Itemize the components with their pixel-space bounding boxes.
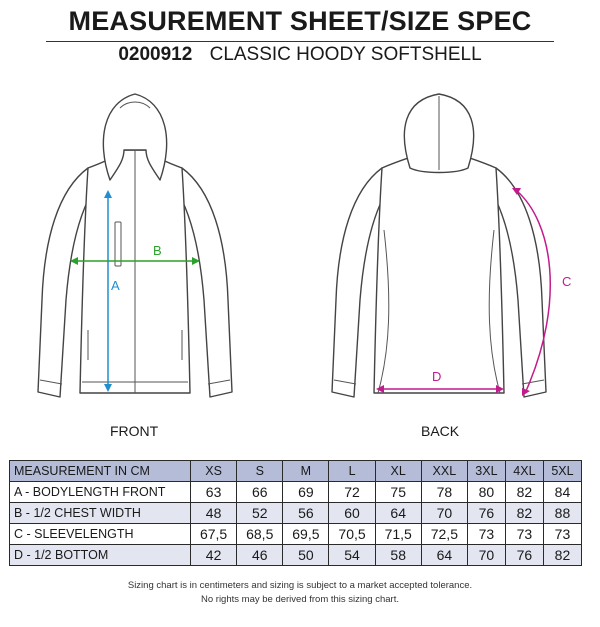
front-view-label: FRONT: [110, 423, 159, 439]
size-header: XS: [191, 461, 237, 482]
table-cell: 68,5: [237, 524, 283, 545]
row-label: A - BODYLENGTH FRONT: [10, 482, 191, 503]
row-label: B - 1/2 CHEST WIDTH: [10, 503, 191, 524]
size-header: S: [237, 461, 283, 482]
marker-c: C: [562, 274, 572, 289]
table-cell: 78: [421, 482, 467, 503]
marker-b: B: [153, 243, 162, 258]
table-cell: 73: [543, 524, 581, 545]
table-row: [10, 503, 582, 524]
table-cell: 76: [467, 503, 505, 524]
article-number: 0200912: [118, 44, 193, 65]
table-cell: 67,5: [191, 524, 237, 545]
table-row: [10, 524, 582, 545]
table-cell: 64: [421, 545, 467, 566]
disclaimer: [0, 579, 600, 607]
table-cell: 82: [505, 482, 543, 503]
table-row: [10, 545, 582, 566]
table-cell: 70: [421, 503, 467, 524]
marker-d: D: [432, 369, 442, 384]
size-header: XL: [375, 461, 421, 482]
row-label: C - SLEEVELENGTH: [10, 524, 191, 545]
size-spec-table: [9, 460, 582, 566]
disclaimer-line: Sizing chart is in centimeters and sizing is subject to a market accepted tolerance.: [127, 580, 473, 591]
table-cell: 73: [505, 524, 543, 545]
table-cell: 75: [375, 482, 421, 503]
table-cell: 82: [505, 503, 543, 524]
row-label: D - 1/2 BOTTOM: [10, 545, 191, 566]
table-cell: 56: [283, 503, 329, 524]
sheet-title: MEASUREMENT SHEET/SIZE SPEC: [68, 6, 532, 36]
table-cell: 63: [191, 482, 237, 503]
title-divider: [46, 41, 554, 42]
table-cell: 73: [467, 524, 505, 545]
size-header: 5XL: [543, 461, 581, 482]
table-cell: 52: [237, 503, 283, 524]
table-cell: 50: [283, 545, 329, 566]
size-header: XXL: [421, 461, 467, 482]
table-row: [10, 482, 582, 503]
size-header: 3XL: [467, 461, 505, 482]
table-cell: 88: [543, 503, 581, 524]
table-cell: 58: [375, 545, 421, 566]
size-header: L: [329, 461, 375, 482]
table-cell: 66: [237, 482, 283, 503]
measurement-header: MEASUREMENT IN CM: [10, 461, 191, 482]
table-cell: 82: [543, 545, 581, 566]
table-cell: 84: [543, 482, 581, 503]
table-cell: 69,5: [283, 524, 329, 545]
table-cell: 70: [467, 545, 505, 566]
size-header-row: [10, 461, 582, 482]
disclaimer-line: No rights may be derived from this sizing chart.: [201, 594, 399, 605]
back-view-label: BACK: [421, 423, 460, 439]
table-cell: 60: [329, 503, 375, 524]
table-cell: 69: [283, 482, 329, 503]
table-cell: 64: [375, 503, 421, 524]
table-cell: 76: [505, 545, 543, 566]
product-name: CLASSIC HOODY SOFTSHELL: [209, 44, 482, 65]
table-cell: 72,5: [421, 524, 467, 545]
product-subtitle: [0, 44, 600, 66]
garment-drawings: [0, 80, 600, 420]
table-cell: 48: [191, 503, 237, 524]
table-cell: 46: [237, 545, 283, 566]
table-cell: 70,5: [329, 524, 375, 545]
size-header: M: [283, 461, 329, 482]
table-cell: 71,5: [375, 524, 421, 545]
table-cell: 72: [329, 482, 375, 503]
size-header: 4XL: [505, 461, 543, 482]
marker-a: A: [111, 278, 120, 293]
table-cell: 42: [191, 545, 237, 566]
table-cell: 80: [467, 482, 505, 503]
table-cell: 54: [329, 545, 375, 566]
